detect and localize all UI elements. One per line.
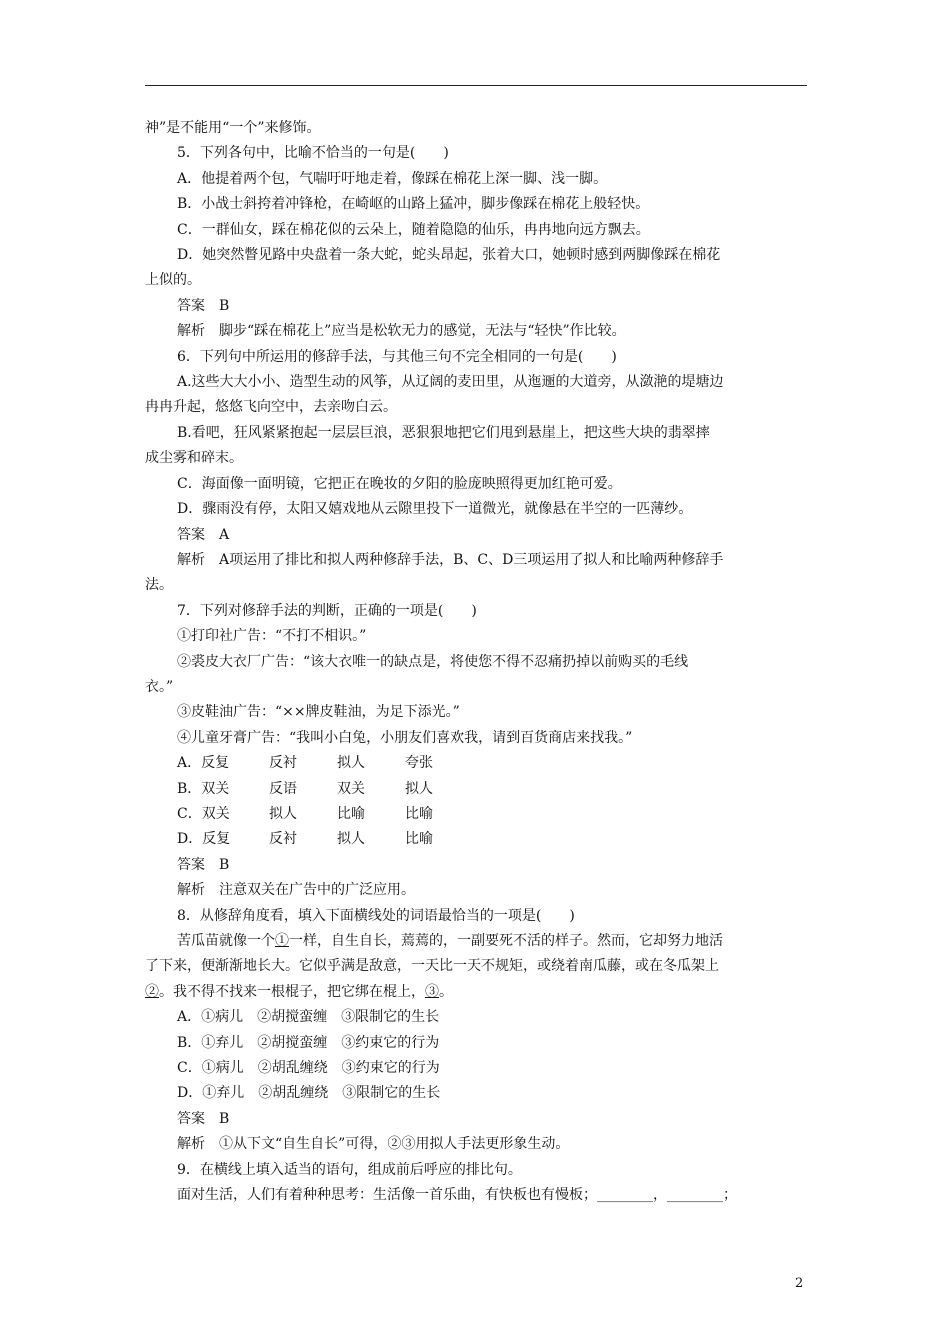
question-8: 8．从修辞角度看，填入下面横线处的词语最恰当的一项是( ) (177, 907, 575, 924)
option-cell: 夸张 (405, 755, 433, 772)
question-9: 9．在横线上填入适当的语句，组成前后呼应的排比句。 (177, 1161, 522, 1178)
option-b: B.看吧，狂风紧紧抱起一层层巨浪，恶狠狠地把它们甩到悬崖上，把这些大块的翡翠摔 (177, 424, 710, 441)
option-cell: D．反复 (177, 831, 231, 848)
option-row-a (145, 751, 807, 776)
option-a: A.这些大大小小、造型生动的风筝，从辽阔的麦田里，从迤逦的大道旁，从潋滟的堤塘边 (177, 374, 724, 391)
question-5: 5．下列各句中，比喻不恰当的一句是( ) (177, 145, 449, 162)
ad-item-4: ④儿童牙膏广告：“我叫小白兔，小朋友们喜欢我，请到百货商店来找我。” (177, 729, 633, 746)
page-number: 2 (795, 1276, 804, 1291)
option-cell: 拟人 (337, 831, 365, 848)
option-cell: 反语 (269, 780, 297, 797)
option-cell: 比喻 (337, 805, 365, 822)
option-row-d (145, 827, 807, 852)
text-line: 神”是不能用“一个”来修饰。 (145, 120, 321, 136)
passage-line-1 (145, 929, 807, 954)
analysis: 解析 脚步“踩在棉花上”应当是松软无力的感觉，无法与“轻快”作比较。 (177, 323, 626, 340)
answer: 答案 A (177, 526, 230, 543)
option-cell: 反衬 (269, 831, 297, 848)
ad-item-1: ①打印社广告：“不打不相识。” (177, 628, 367, 645)
option-cell: 拟人 (269, 805, 297, 822)
option-cell: B．双关 (177, 780, 230, 797)
analysis: 解析 注意双关在广告中的广泛应用。 (177, 882, 415, 899)
option-row-b (145, 777, 807, 802)
ad-item-2-cont: 衣。” (145, 678, 174, 695)
answer: 答案 B (177, 1110, 230, 1127)
analysis: 解析 ①从下文“自生自长”可得，②③用拟人手法更形象生动。 (177, 1136, 570, 1153)
option-b: B．①弃儿 ②胡搅蛮缠 ③约束它的行为 (177, 1034, 440, 1051)
option-c: C．一群仙女，踩在棉花似的云朵上，随着隐隐的仙乐，冉冉地向远方飘去。 (177, 221, 650, 238)
analysis: 解析 A项运用了排比和拟人两种修辞手法，B、C、D三项运用了拟人和比喻两种修辞手 (177, 551, 724, 568)
option-a: A．他提着两个包，气喘吁吁地走着，像踩在棉花上深一脚、浅一脚。 (177, 170, 608, 187)
option-d: D．①弃儿 ②胡乱缠绕 ③限制它的生长 (177, 1085, 441, 1102)
question-7: 7．下列对修辞手法的判断，正确的一项是( ) (177, 602, 477, 619)
option-c: C．①病儿 ②胡乱缠绕 ③约束它的行为 (177, 1060, 440, 1077)
option-d-cont: 上似的。 (145, 272, 201, 289)
fill-in-line: 面对生活，人们有着种种思考：生活像一首乐曲，有快板也有慢板；________，________； (177, 1187, 737, 1204)
option-cell: 双关 (337, 780, 365, 797)
option-b-cont: 成尘雾和碎末。 (145, 450, 243, 467)
option-cell: 比喻 (405, 831, 433, 848)
passage-text: 。我不得不找来一根棍子，把它绑在棍上， (159, 983, 425, 1000)
ad-item-3: ③皮鞋油广告：“××牌皮鞋油，为足下添光。” (177, 704, 460, 721)
option-cell: 比喻 (405, 805, 433, 822)
option-cell: C．双关 (177, 805, 230, 822)
header-rule (145, 85, 807, 86)
option-a: A．①病儿 ②胡搅蛮缠 ③限制它的生长 (177, 1009, 440, 1026)
option-a-cont: 冉冉升起，悠悠飞向空中，去亲吻白云。 (145, 399, 397, 416)
passage-text: 一样，自生自长，蔫蔫的，一副要死不活的样子。然而，它却努力地活 (289, 933, 723, 949)
option-cell: 拟人 (405, 780, 433, 797)
passage-text: 苦瓜苗就像一个 (177, 933, 275, 949)
option-cell: 反衬 (269, 755, 297, 772)
option-d: D．骤雨没有停，太阳又嬉戏地从云隙里投下一道微光，就像悬在半空的一匹薄纱。 (177, 501, 693, 518)
question-6: 6．下列句中所运用的修辞手法，与其他三句不完全相同的一句是( ) (177, 348, 617, 365)
passage-text: 。 (439, 983, 453, 1000)
blank-marker-2: ② (145, 983, 159, 1000)
option-b: B．小战士斜挎着冲锋枪，在崎岖的山路上猛冲，脚步像踩在棉花上般轻快。 (177, 196, 650, 213)
passage-line-2: 了下来，便渐渐地长大。它似乎满是敌意，一天比一天不规矩，或绕着南瓜藤，或在冬瓜架上 (145, 958, 719, 975)
option-cell: 拟人 (337, 755, 365, 772)
option-d: D．她突然瞥见路中央盘着一条大蛇，蛇头昂起，张着大口，她顿时感到两脚像踩在棉花 (177, 247, 721, 264)
blank-marker-3: ③ (425, 983, 439, 1000)
option-row-c (145, 802, 807, 827)
page-content (145, 116, 807, 1208)
answer: 答案 B (177, 856, 230, 873)
passage-line-3 (145, 980, 807, 1005)
option-c: C．海面像一面明镜，它把正在晚妆的夕阳的脸庞映照得更加红艳可爱。 (177, 475, 622, 492)
blank-marker-1: ① (275, 933, 289, 949)
answer: 答案 B (177, 297, 230, 314)
ad-item-2: ②裘皮大衣厂广告：“该大衣唯一的缺点是，将使您不得不忍痛扔掉以前购买的毛线 (177, 653, 689, 670)
analysis-cont: 法。 (145, 577, 173, 594)
option-cell: A．反复 (177, 755, 230, 772)
